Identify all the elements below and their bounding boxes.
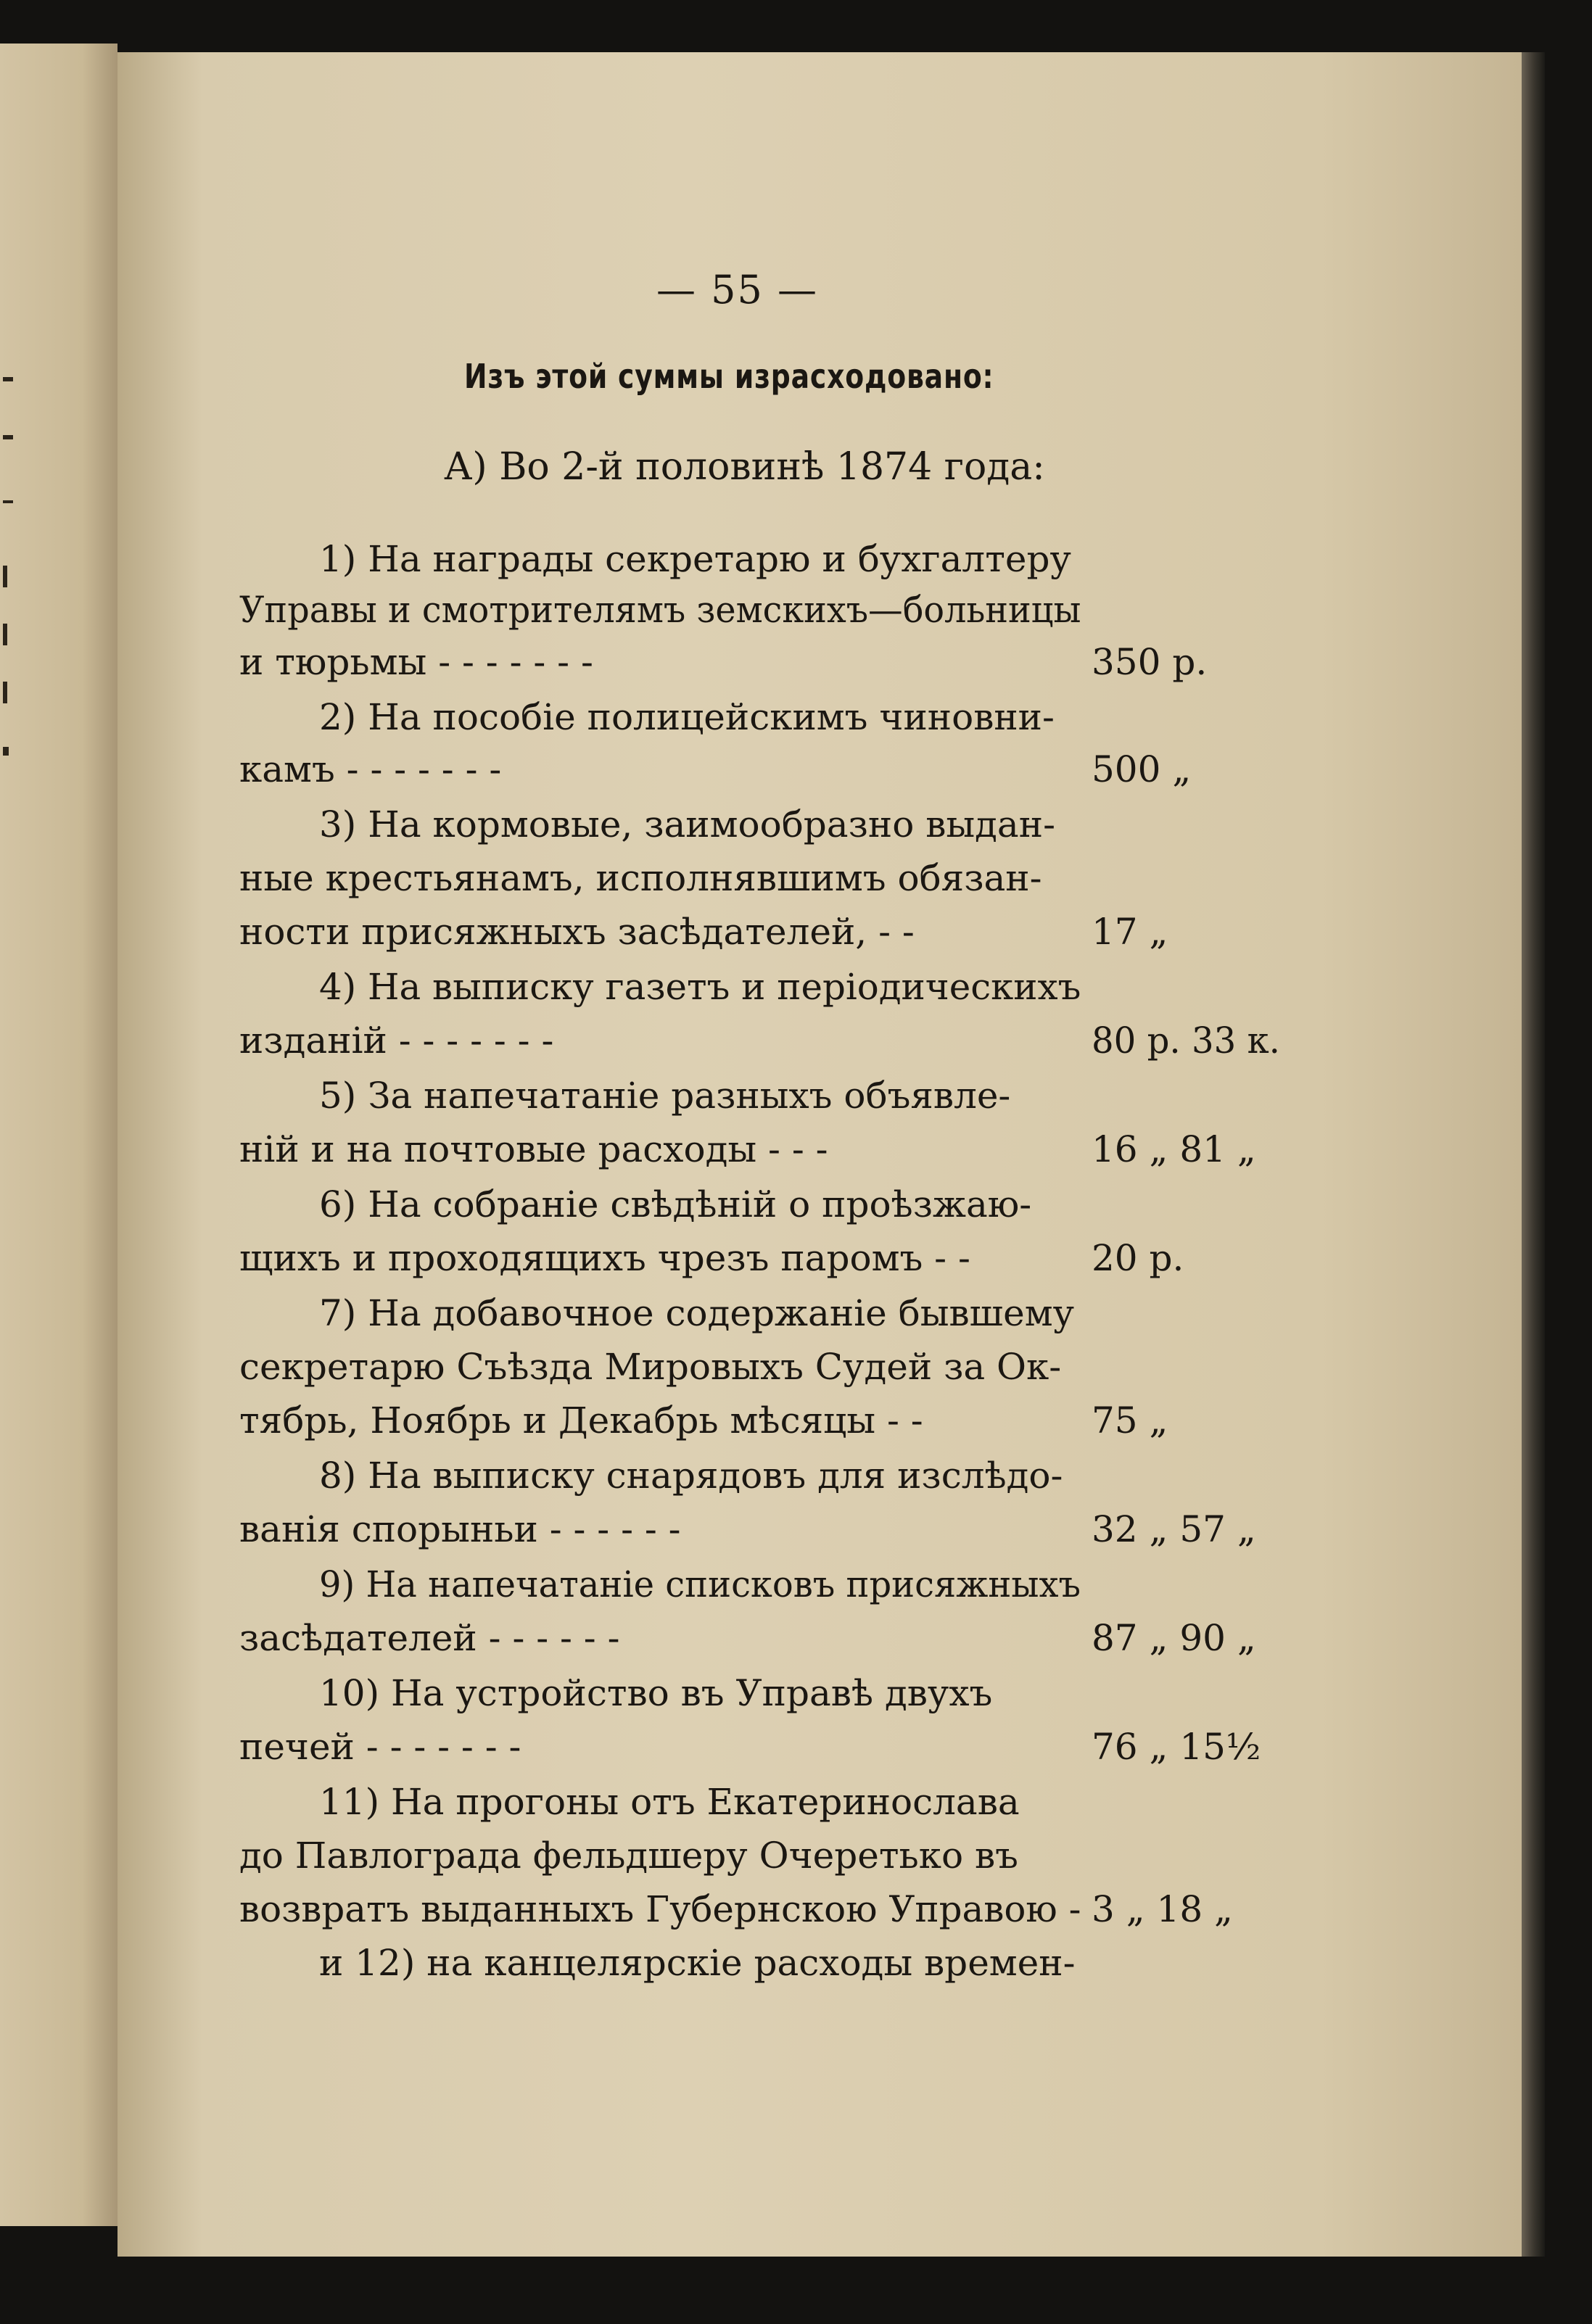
ledger-line: [239, 1183, 1269, 1237]
ledger-line: [239, 911, 1269, 964]
line-amount: 75 „: [1092, 1399, 1168, 1442]
line-amount: 76 „ 15½: [1092, 1726, 1261, 1768]
line-text: 2) На пособіе полицейскимъ чиновни-: [319, 696, 1055, 738]
line-text: 3) На кормовые, заимообразно выдан-: [319, 803, 1055, 845]
left-page-text-fragments: [0, 44, 29, 2226]
line-text: 8) На выписку снарядовъ для изслѣдо-: [319, 1455, 1063, 1497]
ledger-line: [239, 1781, 1269, 1835]
page-number: — 55 —: [656, 267, 819, 313]
line-text: ные крестьянамъ, исполнявшимъ обязан-: [239, 857, 1042, 899]
ledger-line: [239, 1128, 1269, 1182]
line-text: и 12) на канцелярскіе расходы времен-: [319, 1942, 1076, 1984]
line-text: 9) На напечатаніе списковъ присяжныхъ: [319, 1563, 1081, 1605]
line-text: 1) На награды секретарю и бухгалтеру: [319, 538, 1071, 580]
ledger-line: [239, 857, 1269, 911]
ledger-line: [239, 1020, 1280, 1073]
line-text: и тюрьмы - - - - - - -: [239, 641, 593, 683]
line-text: тябрь, Ноябрь и Декабрь мѣсяцы - -: [239, 1399, 923, 1442]
line-text: 11) На прогоны отъ Екатеринослава: [319, 1781, 1020, 1823]
ledger-line: [239, 696, 1269, 750]
ledger-line: [239, 1292, 1269, 1346]
text-fragment: [3, 566, 7, 587]
ledger-line: [239, 1399, 1269, 1453]
ledger-line: [239, 1455, 1269, 1508]
line-text: ности присяжныхъ засѣдателей, - -: [239, 911, 915, 953]
line-text: секретарю Съѣзда Мировыхъ Судей за Ок-: [239, 1346, 1062, 1388]
section-heading: Изъ этой суммы израсходовано:: [464, 357, 994, 396]
text-fragment: [3, 435, 13, 439]
text-fragment: [3, 377, 13, 381]
line-amount: 80 р. 33 к.: [1092, 1020, 1280, 1062]
line-text: до Павлограда фельдшеру Очеретько въ: [239, 1835, 1018, 1877]
ledger-line: [239, 1346, 1269, 1399]
ledger-line: [239, 1726, 1269, 1779]
line-amount: 3 „ 18 „: [1092, 1888, 1233, 1930]
ledger-line: [239, 966, 1269, 1020]
ledger-line: [239, 1888, 1269, 1942]
line-amount: 350 р.: [1092, 641, 1208, 683]
text-fragment: [3, 747, 9, 756]
ledger-line: [239, 641, 1269, 695]
line-text: изданій - - - - - - -: [239, 1020, 554, 1062]
line-text: щихъ и проходящихъ чрезъ паромъ - -: [239, 1237, 970, 1279]
line-amount: 17 „: [1092, 911, 1168, 953]
ledger-line: [239, 538, 1269, 592]
line-text: 4) На выписку газетъ и періодическихъ: [319, 966, 1081, 1008]
line-amount: 16 „ 81 „: [1092, 1128, 1256, 1170]
line-amount: 20 р.: [1092, 1237, 1184, 1279]
line-text: камъ - - - - - - -: [239, 748, 502, 790]
line-text: ванія спорыньи - - - - - -: [239, 1508, 681, 1550]
ledger-line: [239, 1237, 1269, 1291]
line-text: 5) За напечатаніе разныхъ объявле-: [319, 1075, 1011, 1117]
ledger-line: [239, 1672, 1269, 1726]
ledger-line: [239, 748, 1269, 802]
line-amount: 87 „ 90 „: [1092, 1617, 1256, 1659]
line-text: ній и на почтовые расходы - - -: [239, 1128, 828, 1170]
text-fragment: [3, 682, 7, 703]
line-text: засѣдателей - - - - - -: [239, 1617, 620, 1659]
left-page-edge: [0, 44, 117, 2226]
subsection-heading: А) Во 2-й половинѣ 1874 года:: [444, 445, 1045, 489]
ledger-line: [239, 1835, 1269, 1888]
line-text: возвратъ выданныхъ Губернскою Управою -: [239, 1888, 1081, 1930]
ledger-line: [239, 1617, 1269, 1671]
ledger-line: [239, 589, 1269, 642]
line-text: 7) На добавочное содержаніе бывшему: [319, 1292, 1075, 1334]
page-fore-edge: [1522, 52, 1545, 2257]
line-amount: 500 „: [1092, 748, 1192, 790]
line-text: Управы и смотрителямъ земскихъ—больницы: [239, 589, 1081, 631]
line-text: 6) На собраніе свѣдѣній о проѣзжаю-: [319, 1183, 1032, 1225]
ledger-line: [239, 1075, 1269, 1128]
text-fragment: [3, 624, 7, 645]
text-fragment: [3, 500, 13, 503]
ledger-line: [239, 803, 1269, 857]
ledger-line: [239, 1563, 1269, 1617]
ledger-line: [239, 1508, 1269, 1562]
line-text: 10) На устройство въ Управѣ двухъ: [319, 1672, 993, 1714]
line-text: печей - - - - - - -: [239, 1726, 521, 1768]
ledger-line: [239, 1942, 1269, 1996]
line-amount: 32 „ 57 „: [1092, 1508, 1256, 1550]
